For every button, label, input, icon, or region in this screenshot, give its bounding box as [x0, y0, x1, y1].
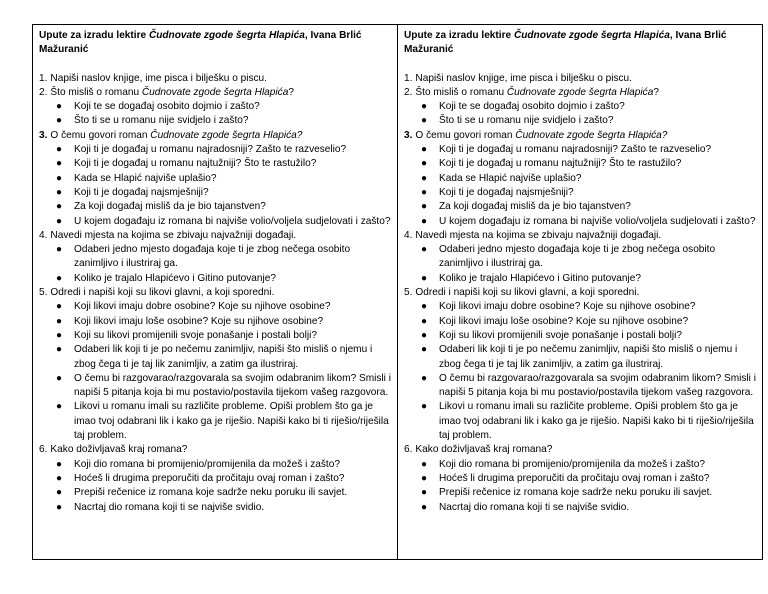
question-main-text: Navedi mjesta na kojima se zbivaju najvažniji događaji.: [415, 229, 662, 241]
sub-question-item: [39, 501, 391, 515]
sub-question-item: [404, 400, 756, 443]
question-main-text: Što misliš o romanu: [415, 86, 507, 98]
sub-question-text: Koji su likovi promijenili svoje ponašanje i postali bolji?: [439, 329, 682, 341]
question-main-text: Što misliš o romanu: [50, 86, 142, 98]
bullet-dot-icon: ●: [56, 487, 63, 499]
sub-question-text: Koji te se događaj osobito dojmio i zašto?: [74, 101, 260, 113]
bullet-dot-icon: ●: [56, 301, 63, 313]
question-text: [50, 443, 187, 457]
question-line: [404, 86, 756, 100]
question-item: [404, 86, 756, 129]
handout-column-left: [33, 25, 398, 560]
bullet-dot-icon: ●: [56, 372, 63, 384]
title-author: , Ivana Brlić Mažuranić: [39, 30, 362, 56]
bullet-dot-icon: ●: [421, 101, 428, 113]
sub-question-text: Koji ti je događaj u romanu najtužniji? Što te rastužilo?: [74, 158, 317, 170]
sub-question-item: [39, 315, 391, 329]
sub-question-text: Koji ti je događaj u romanu najradosniji? Zašto te razveselio?: [439, 144, 712, 156]
sub-question-list: [39, 243, 391, 286]
sub-question-item: [39, 458, 391, 472]
sub-question-text: Koji ti je događaj najsmješniji?: [74, 186, 209, 198]
bullet-dot-icon: ●: [56, 101, 63, 113]
sub-question-text: Što ti se u romanu nije svidjelo i zašto?: [74, 115, 249, 127]
sub-question-item: [39, 200, 391, 214]
question-text: [415, 229, 661, 243]
question-number: 1.: [404, 72, 413, 84]
sub-question-item: [404, 243, 756, 272]
sub-question-list: [39, 458, 391, 515]
sub-question-item: [404, 143, 756, 157]
question-item: [404, 443, 756, 514]
sub-question-text: O čemu bi razgovarao/razgovarala sa svojim odabranim likom? Smisli i napiši 5 pitanja koja bi mu postavio/postavila tijekom vašeg razgovora.: [439, 372, 756, 399]
bullet-dot-icon: ●: [56, 201, 63, 213]
sub-question-item: [39, 472, 391, 486]
bullet-dot-icon: ●: [421, 301, 428, 313]
question-main-text: Kako doživljavaš kraj romana?: [50, 444, 188, 456]
handout-title: [404, 29, 756, 58]
bullet-dot-icon: ●: [56, 186, 63, 198]
question-book-title: Čudnovate zgode šegrta Hlapića: [506, 86, 654, 98]
bullet-dot-icon: ●: [56, 144, 63, 156]
sub-question-item: [404, 157, 756, 171]
sub-question-item: [39, 172, 391, 186]
question-text: [50, 72, 267, 86]
question-text: [415, 286, 639, 300]
question-book-title: Čudnovate zgode šegrta Hlapića?: [150, 129, 303, 141]
sub-question-text: Odaberi lik koji ti je po nečemu zanimljiv, napiši što misliš o njemu i zbog čega ti je taj lik zanimljiv, a zatim ga ilustriraj.: [74, 344, 373, 370]
sub-question-text: Likovi u romanu imali su različite probleme. Opiši problem što ga je imao tvoj odabrani lik i kako ga je riješio. Napiši kako bi ti riješio/riješila taj problem.: [74, 401, 389, 442]
sub-question-item: [39, 372, 391, 401]
question-line: [39, 72, 391, 86]
sub-question-item: [404, 200, 756, 214]
question-item: [39, 86, 391, 129]
sub-question-item: [39, 400, 391, 443]
sub-question-text: Koji su likovi promijenili svoje ponašanje i postali bolji?: [74, 329, 317, 341]
question-text: [415, 443, 552, 457]
question-number: 5.: [404, 287, 413, 299]
question-line: [39, 229, 391, 243]
title-author: , Ivana Brlić Mažuranić: [404, 30, 727, 56]
sub-question-list: [404, 458, 756, 515]
question-item: [404, 229, 756, 286]
bullet-dot-icon: ●: [421, 472, 428, 484]
question-text: [415, 72, 632, 86]
question-book-title: Čudnovate zgode šegrta Hlapića?: [515, 129, 668, 141]
sub-question-item: [404, 486, 756, 500]
question-number: 6.: [39, 444, 48, 456]
question-text: [50, 129, 302, 143]
sub-question-text: Odaberi lik koji ti je po nečemu zanimljiv, napiši što misliš o njemu i zbog čega ti je taj lik zanimljiv, a zatim ga ilustriraj.: [439, 344, 738, 370]
question-line: [404, 72, 756, 86]
question-end-mark: ?: [653, 86, 659, 98]
question-main-text: Odredi i napiši koji su likovi glavni, a koji sporedni.: [415, 287, 640, 299]
sub-question-item: [404, 343, 756, 372]
sub-question-item: [39, 157, 391, 171]
sub-question-item: [39, 300, 391, 314]
sub-question-item: [39, 186, 391, 200]
sub-question-text: Nacrtaj dio romana koji ti se najviše svidio.: [439, 501, 630, 513]
question-line: [39, 286, 391, 300]
question-line: [404, 229, 756, 243]
sub-question-item: [39, 272, 391, 286]
question-text: [415, 86, 659, 100]
question-number: 2.: [39, 86, 48, 98]
question-item: [39, 72, 391, 86]
title-prefix: Upute za izradu lektire: [39, 30, 149, 41]
sub-question-text: Likovi u romanu imali su različite probleme. Opiši problem što ga je imao tvoj odabrani lik i kako ga je riješio. Napiši kako bi ti riješio/riješila taj problem.: [439, 401, 754, 442]
bullet-dot-icon: ●: [421, 372, 428, 384]
bullet-dot-icon: ●: [421, 244, 428, 256]
title-book: Čudnovate zgode šegrta Hlapića: [513, 30, 670, 41]
question-item: [39, 229, 391, 286]
question-list: [404, 72, 756, 515]
question-item: [404, 72, 756, 86]
sub-question-text: Prepiši rečenice iz romana koje sadrže neku poruku ili savjet.: [439, 487, 713, 499]
question-book-title: Čudnovate zgode šegrta Hlapića: [141, 86, 289, 98]
sub-question-text: U kojem događaju iz romana bi najviše volio/voljela sudjelovati i zašto?: [74, 215, 391, 227]
sub-question-text: Odaberi jedno mjesto događaja koje ti je zbog nečega osobito zanimljivo i ilustriraj ga.: [439, 244, 716, 270]
sub-question-item: [39, 343, 391, 372]
sub-question-item: [404, 172, 756, 186]
sub-question-text: Kada se Hlapić najviše uplašio?: [439, 172, 582, 184]
sub-question-text: Koji likovi imaju loše osobine? Koje su njihove osobine?: [439, 315, 689, 327]
bullet-dot-icon: ●: [421, 344, 428, 356]
question-number: 4.: [39, 229, 48, 241]
question-list: [39, 72, 391, 515]
bullet-dot-icon: ●: [56, 344, 63, 356]
bullet-dot-icon: ●: [56, 115, 63, 127]
handout-row: [33, 25, 763, 560]
question-main-text: O čemu govori roman: [415, 129, 516, 141]
question-item: [39, 129, 391, 229]
question-line: [39, 86, 391, 100]
sub-question-text: Koji ti je događaj u romanu najradosniji? Zašto te razveselio?: [74, 144, 347, 156]
sub-question-text: Hoćeš li drugima preporučiti da pročitaju ovaj roman i zašto?: [74, 472, 345, 484]
question-line: [39, 443, 391, 457]
bullet-dot-icon: ●: [56, 458, 63, 470]
bullet-dot-icon: ●: [421, 115, 428, 127]
sub-question-text: U kojem događaju iz romana bi najviše volio/voljela sudjelovati i zašto?: [439, 215, 756, 227]
bullet-dot-icon: ●: [421, 272, 428, 284]
bullet-dot-icon: ●: [421, 158, 428, 170]
sub-question-text: Koji likovi imaju dobre osobine? Koje su njihove osobine?: [439, 301, 696, 313]
question-item: [404, 129, 756, 229]
bullet-dot-icon: ●: [56, 244, 63, 256]
sub-question-item: [404, 458, 756, 472]
sub-question-item: [39, 486, 391, 500]
question-main-text: Napiši naslov knjige, ime pisca i bilješku o piscu.: [415, 72, 632, 84]
bullet-dot-icon: ●: [56, 315, 63, 327]
question-main-text: Odredi i napiši koji su likovi glavni, a koji sporedni.: [50, 287, 275, 299]
question-number: 4.: [404, 229, 413, 241]
sub-question-text: Koji te se događaj osobito dojmio i zašto?: [439, 101, 625, 113]
sub-question-item: [404, 100, 756, 114]
sub-question-list: [39, 300, 391, 443]
question-number: 3.: [404, 129, 413, 141]
sub-question-item: [404, 329, 756, 343]
bullet-dot-icon: ●: [421, 215, 428, 227]
sub-question-text: O čemu bi razgovarao/razgovarala sa svojim odabranim likom? Smisli i napiši 5 pitanja koja bi mu postavio/postavila tijekom vašeg razgovora.: [74, 372, 391, 399]
question-text: [50, 86, 294, 100]
sub-question-text: Koliko je trajalo Hlapićevo i Gitino putovanje?: [439, 272, 641, 284]
question-item: [39, 443, 391, 514]
sub-question-text: Za koji događaj misliš da je bio tajanstven?: [74, 201, 266, 213]
sub-question-item: [39, 114, 391, 128]
bullet-dot-icon: ●: [56, 329, 63, 341]
sub-question-item: [404, 315, 756, 329]
sub-question-text: Koji likovi imaju dobre osobine? Koje su njihove osobine?: [74, 301, 331, 313]
bullet-dot-icon: ●: [56, 172, 63, 184]
sub-question-item: [404, 114, 756, 128]
bullet-dot-icon: ●: [421, 315, 428, 327]
bullet-dot-icon: ●: [421, 487, 428, 499]
question-main-text: Navedi mjesta na kojima se zbivaju najvažniji događaji.: [50, 229, 297, 241]
sub-question-item: [404, 472, 756, 486]
bullet-dot-icon: ●: [421, 144, 428, 156]
handout-sheet: [32, 24, 756, 560]
sub-question-text: Hoćeš li drugima preporučiti da pročitaju ovaj roman i zašto?: [439, 472, 710, 484]
sub-question-text: Koji dio romana bi promijenio/promijenila da možeš i zašto?: [439, 458, 705, 470]
bullet-dot-icon: ●: [421, 172, 428, 184]
sub-question-text: Koji ti je događaj u romanu najtužniji? Što te rastužilo?: [439, 158, 682, 170]
sub-question-item: [404, 186, 756, 200]
bullet-dot-icon: ●: [421, 329, 428, 341]
sub-question-text: Odaberi jedno mjesto događaja koje ti je zbog nečega osobito zanimljivo i ilustriraj ga.: [74, 244, 351, 270]
sub-question-list: [404, 100, 756, 129]
sub-question-text: Koji dio romana bi promijenio/promijenila da možeš i zašto?: [74, 458, 340, 470]
question-number: 3.: [39, 129, 48, 141]
question-number: 6.: [404, 444, 413, 456]
sub-question-text: Što ti se u romanu nije svidjelo i zašto?: [439, 115, 614, 127]
title-prefix: Upute za izradu lektire: [404, 30, 514, 41]
title-book: Čudnovate zgode šegrta Hlapića: [148, 30, 305, 41]
bullet-dot-icon: ●: [421, 201, 428, 213]
sub-question-item: [39, 243, 391, 272]
bullet-dot-icon: ●: [56, 401, 63, 413]
sub-question-list: [404, 243, 756, 286]
sub-question-item: [404, 215, 756, 229]
question-main-text: Napiši naslov knjige, ime pisca i bilješku o piscu.: [50, 72, 267, 84]
sub-question-item: [39, 215, 391, 229]
sub-question-text: Za koji događaj misliš da je bio tajanstven?: [439, 201, 631, 213]
sub-question-list: [404, 300, 756, 443]
bullet-dot-icon: ●: [421, 458, 428, 470]
sub-question-text: Koji likovi imaju loše osobine? Koje su njihove osobine?: [74, 315, 324, 327]
sub-question-item: [39, 329, 391, 343]
question-number: 5.: [39, 287, 48, 299]
question-main-text: O čemu govori roman: [50, 129, 151, 141]
sub-question-item: [404, 372, 756, 401]
bullet-dot-icon: ●: [421, 501, 428, 513]
question-end-mark: ?: [288, 86, 294, 98]
bullet-dot-icon: ●: [421, 401, 428, 413]
question-item: [404, 286, 756, 443]
bullet-dot-icon: ●: [56, 472, 63, 484]
question-text: [50, 286, 274, 300]
sub-question-text: Nacrtaj dio romana koji ti se najviše svidio.: [74, 501, 265, 513]
bullet-dot-icon: ●: [56, 501, 63, 513]
sub-question-text: Prepiši rečenice iz romana koje sadrže neku poruku ili savjet.: [74, 487, 348, 499]
question-number: 1.: [39, 72, 48, 84]
sub-question-item: [404, 272, 756, 286]
sub-question-item: [39, 100, 391, 114]
question-text: [50, 229, 296, 243]
sub-question-list: [39, 143, 391, 229]
sub-question-item: [404, 501, 756, 515]
sub-question-item: [404, 300, 756, 314]
question-item: [39, 286, 391, 443]
question-line: [404, 129, 756, 143]
question-line: [404, 443, 756, 457]
question-number: 2.: [404, 86, 413, 98]
sub-question-list: [404, 143, 756, 229]
bullet-dot-icon: ●: [421, 186, 428, 198]
bullet-dot-icon: ●: [56, 158, 63, 170]
question-line: [39, 129, 391, 143]
question-text: [415, 129, 667, 143]
sub-question-text: Koliko je trajalo Hlapićevo i Gitino putovanje?: [74, 272, 276, 284]
bullet-dot-icon: ●: [56, 272, 63, 284]
handout-table: [32, 24, 763, 560]
handout-title: [39, 29, 391, 58]
sub-question-list: [39, 100, 391, 129]
sub-question-item: [39, 143, 391, 157]
handout-column-right: [398, 25, 763, 560]
question-main-text: Kako doživljavaš kraj romana?: [415, 444, 553, 456]
bullet-dot-icon: ●: [56, 215, 63, 227]
sub-question-text: Kada se Hlapić najviše uplašio?: [74, 172, 217, 184]
question-line: [404, 286, 756, 300]
sub-question-text: Koji ti je događaj najsmješniji?: [439, 186, 574, 198]
